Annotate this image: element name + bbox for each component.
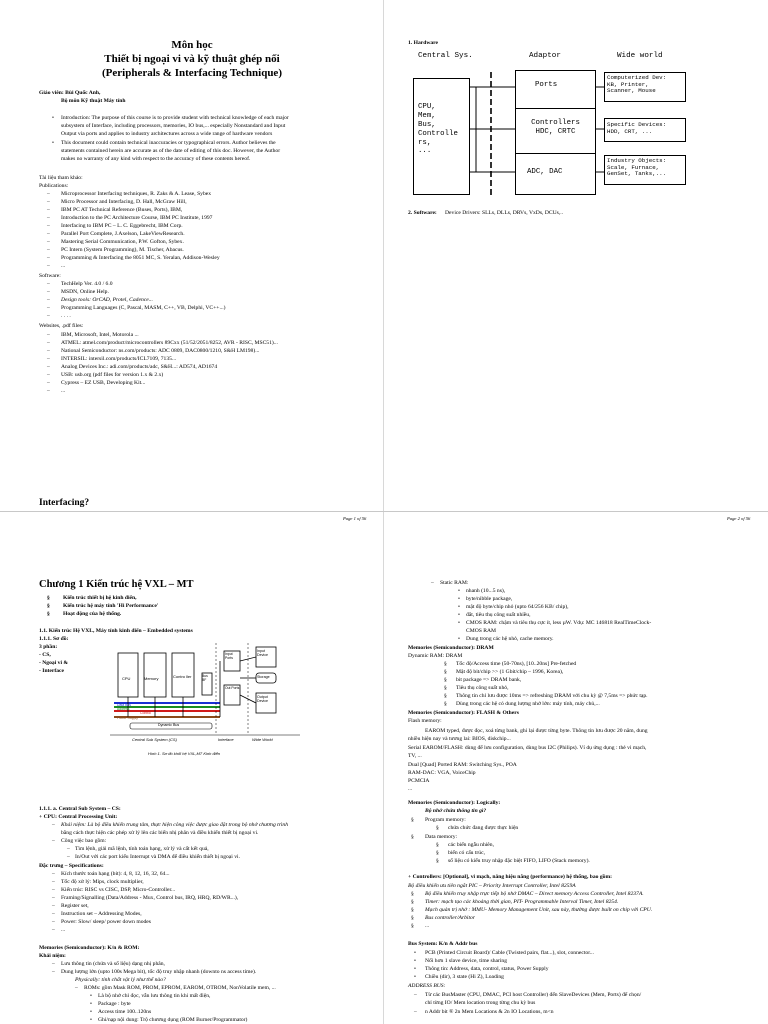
bus-item: Thông tin: Address, data, control, status, Power Supply <box>425 966 549 972</box>
flash-subheading: Flash memory: <box>408 718 442 724</box>
bus-item: Chiều (dir), 3 state (Hi Z), Loading <box>425 974 504 980</box>
sram-item: nhanh (10...5 ns), <box>466 588 506 594</box>
chapter-title: Chương 1 Kiến trúc hệ VXL – MT <box>39 579 194 590</box>
memory-item: Lưu thông tin (chứa và số liệu) dạng nhị phân, <box>61 961 165 967</box>
software-heading: Software: <box>39 273 61 279</box>
address-label: Address <box>117 707 130 711</box>
chapter-bullet: Kiến trúc thiết bị hệ kinh điển, <box>63 595 137 601</box>
spec-item: Register set, <box>61 903 89 909</box>
part-item: - Ngoại vi & <box>39 660 69 666</box>
page-3: Chương 1 Kiến trúc hệ VXL – MT § Kiến trúc thiết bị hệ kinh điển, § Kiến trúc hệ máy tính 'Hi Performance' § Hoạt động của hệ thống. 1.1. Kiến trúc Hệ VXL, Máy tính kinh điển – Embedded systems 1.1.1. Sơ đồ: 3 phần: - CS, - Ngoại vi & - Interface CPU Memory Contro ller Bus BF Input Ports Out Ports Input Device Storage Output Device Data Bus Address Control Power Supply Dynamic Bus Central Sub System (CS) Interface Wide World Hình 1. Sơ đồ khối hệ VXL,MT Kinh điển 1.1.1. a. Central Sub System – CS: + CPU: Central Processing Unit: – Khái niệm: Là bộ điều khiển trung tâm, thực hiện công việc được giao đặt trong bộ nhớ chương trình bằng cách thực hiện các phép xử lý lên các biến nhị phân và điều khiển thiết bị ngoại vi. – Công việc bao gồm: – Tìm lệnh, giải mã lệnh, tính toán hạng, xử lý và cất kết quả, – In/Out với các port kiểu Interrupt và DMA để điều khiển thiết bị ngoại vi. Đặc trưng – Specifications: – Kích thước toán hạng (bit): 4, 8, 12, 16, 32, 64... – Tốc độ xử lý: Mips, clock multiplier, – Kiến trúc: RISC vs CISC, DSP, Micro-Controller... – Framing/Signalling (Data/Address - Mux, Control bus, IRQ, HRQ, RD/WR...), – Register set, – Instruction set – Addressing Modes, – Power: Slow/ sleep/ power down modes – ... Memories (Semiconductor): K/n & ROM: Khái niệm: – Lưu thông tin (chứa và số liệu) dạng nhị phân, – Dung lượng lớn (upto 100s Mega bit), tốc độ truy nhập nhanh (downto ns access time). Physically: tính chất vật lý như thế nào? – ROMs: gồm Mask ROM, PROM, EPROM, EAROM, OTROM, NonVolatile mem, ... • Là bộ nhớ chỉ đọc, vẫn lưu thông tin khi mất điện, • Package : byte • Access time 100..120ns • Ghi/nạp nội dung: Trộ chương dụng (ROM Burner/Programmator) <box>0 512 384 1024</box>
dynamic-bus-label: Dynamic Bus <box>158 723 180 727</box>
publication-item: Parallel Port Complete, J.Axelson, LakeViewResearch. <box>61 231 185 237</box>
spec-item: Kiến trúc: RISC vs CISC, DSP, Micro-Controller... <box>61 887 176 893</box>
sram-item: CMOS RAM <box>466 628 496 634</box>
bus-item: PCB (Printed Circuit Board)/ Cable (Twisted pairs, flat...), slot, connector... <box>425 950 594 956</box>
sram-item: đắt, tiêu thụ công suất nhiều, <box>466 612 531 618</box>
publication-item: Programming & Interfacing the 8051 MC, S. Yeralan, Addison-Wesley <box>61 255 220 261</box>
controller-item: Mạch quản trị nhớ : MMU- Memory Management Unit, sau này, thường được built on chip với CPU. <box>425 907 653 913</box>
dram-heading: Memories (Semiconductor): DRAM <box>408 645 494 651</box>
software-item: Programming Languages (C, Pascal, MASM, C++, VB, Delphi, VC++...) <box>61 305 226 311</box>
hardware-heading: 1. Hardware <box>408 40 439 46</box>
cs-region-label: Central Sub System (CS) <box>132 737 177 742</box>
flash-heading: Memories (Semiconductor): FLASH & Others <box>408 710 519 716</box>
dram-item: Dùng trong các hệ có dung lượng nhớ lớn: máy tính, máy chủ,... <box>456 701 600 707</box>
intro-line: Output via ports and applies to industry architectures across a wide range of hardware vendors <box>61 131 273 137</box>
logical-item: chứa chức đang được thực hiện <box>448 825 519 831</box>
controllers-heading: + Controllers: [Optional], vi mạch, nâng hiệu năng (performance) hệ thống, bao gồm: <box>408 874 612 880</box>
column-adaptor: Adaptor <box>529 52 561 60</box>
spec-item: Framing/Signalling (Data/Address - Mux, Control bus, IRQ, HRQ, RD/WR...), <box>61 895 239 901</box>
controller-item: ... <box>425 923 430 929</box>
software-item: Design tools: OrCAD, Protel, Cadence... <box>61 297 153 303</box>
input-device-label: Input Device <box>257 649 268 658</box>
controller-item: Bộ điều khiển ưu tiên ngắt PIC – Priority Interrupt Controller, Intel 8259A <box>408 883 576 889</box>
website-item: USB: usb.org (pdf files for version 1.x & 2.x) <box>61 372 164 378</box>
address-bus-item: Từ các BusMaster (CPU, DMAC, PCI host Controller) đến SlaveDevices (Mem, Ports) để chọn/ <box>425 992 642 998</box>
chapter-bullet: Kiến trúc hệ máy tính 'Hi Performance' <box>63 603 159 609</box>
wide-world-region-label: Wide World <box>252 737 273 742</box>
websites-heading: Websites, .pdf files: <box>39 323 84 329</box>
spec-item: Tốc độ xử lý: Mips, clock multiplier, <box>61 879 144 885</box>
course-label: Môn học <box>171 39 213 51</box>
cpu-block <box>118 653 138 697</box>
software-item: TechHelp Ver. 4.0 / 6.0 <box>61 281 113 287</box>
website-item: ATMEL: atmel.com/product/microcontrollers 89Cxx (51/52/2051/8252, AVR - RISC, MSC51)... <box>61 340 278 346</box>
logical-item: Program memory: <box>425 817 466 823</box>
intro-line: This document could contain technical inaccuracies or typographical errors. Author believes the <box>61 140 276 146</box>
section-1-1: 1.1. Kiến trúc Hệ VXL, Máy tính kinh điển – Embedded systems <box>39 628 193 634</box>
memory-label: Memory <box>144 676 159 681</box>
memory-item: Physically: tính chất vật lý như thế nào? <box>75 977 166 983</box>
diagram-caption: Hình 1. Sơ đồ khối hệ VXL,MT Kinh điển <box>148 751 221 756</box>
website-item: INTERSIL: intersil.com/products/ICL7109, 7135... <box>61 356 177 362</box>
flash-item: Serial EAROM/FLASH: dùng để lưu configuration, dùng bus I2C (Philips). Ví dụ ứng dụng : thẻ vi mạch, <box>408 745 647 751</box>
sram-item: Static RAM: <box>440 580 469 586</box>
dram-item: bit package => DRAM bank, <box>456 677 522 683</box>
address-bus-item: n Addr bit ® 2n Mem Locations & 2n IO Locations, m<n <box>425 1009 554 1015</box>
footer-heading: Interfacing? <box>39 498 90 508</box>
memory-item: Dung lượng lớn (upto 100s Mega bit), tốc độ truy nhập nhanh (downto ns access time). <box>61 969 257 975</box>
software-text: Device Drivers: SLLs, DLLs, DRVs, VxDs, DCUs,.. <box>445 210 563 216</box>
flash-item: TV, ... <box>408 753 422 759</box>
website-item: Cypress – EZ USB, Developing Kit... <box>61 380 146 386</box>
publication-item: Introduction to the PC Architecture Course, IBM PC Institute, 1997 <box>61 215 213 221</box>
publication-item: Micro Processor and Interfacing, D. Hall, McGraw Hill, <box>61 199 187 205</box>
cpu-line: Công việc bao gồm: <box>61 838 107 844</box>
cpu-line: bằng cách thực hiện các phép xử lý lên các biến nhị phân và điều khiển thiết bị ngoại vi. <box>61 830 259 836</box>
bullet: • <box>52 115 54 121</box>
memory-item: Package : byte <box>98 1001 131 1007</box>
sram-item: mật độ byte/chip nhỏ (upto 64/256 KB/ chip), <box>466 604 569 610</box>
publication-item: IBM PC AT Technical Reference (Buses, Ports), IBM, <box>61 207 183 213</box>
cpu-line: Khái niệm: Là bộ điều khiển trung tâm, thực hiện công việc được giao đặt trong bộ nhớ chương trình <box>61 822 289 828</box>
author-name: Giáo viên: Bùi Quốc Anh, <box>39 90 101 96</box>
sram-item: CMOS RAM: chậm và tiêu thụ cực ít, less µW. Vdụ: MC 146818 RealTimeClock- <box>466 620 652 626</box>
logical-item: biến có cấu trúc, <box>448 850 485 856</box>
logical-heading: Memories (Semiconductor): Logically: <box>408 800 501 806</box>
publication-item: ... <box>61 263 66 269</box>
flash-item: Dual [Quad] Ported RAM: Switching Sys., POA <box>408 762 517 768</box>
control-label: Control <box>140 711 151 715</box>
input-ports-label: Input Ports <box>225 652 233 660</box>
controller-item: Timer: mạch tạo các khoảng thời gian, PIT- Programmable Interval Timer, Intel 8254. <box>425 899 619 905</box>
dram-subheading: Dynamic RAM: DRAM <box>408 653 463 659</box>
bus-bf-label: Bus BF <box>202 674 208 682</box>
interface-region-label: Interface <box>218 737 234 742</box>
bus-heading: Bus System: K/n & Addr bus <box>408 941 478 947</box>
page-number: Page 1 of 56 <box>343 516 367 521</box>
dram-item: Mật độ bit/chip >> (1 Gbit/chip – 1996, Korea), <box>456 669 564 675</box>
data-bus-label: Data Bus <box>117 703 131 707</box>
intro-line: statements contained herein are accurate as of the date of editing of this doc. However, the Author <box>61 148 281 154</box>
output-ports-label: Out Ports <box>225 686 240 690</box>
page-number: Page 2 of 56 <box>727 516 751 521</box>
controllers-label: Controllers HDC, CRTC <box>531 119 580 136</box>
cpu-line: In/Out với các port kiểu Interrupt và DMA để điều khiển thiết bị ngoại vi. <box>75 854 240 860</box>
website-item: National Semiconductor: ns.com/products: ADC 0809, DAC0800/1210, S&H LM198)... <box>61 348 260 354</box>
page-4: – Static RAM: • nhanh (10...5 ns), • byte/nibble package, • mật độ byte/chip nhỏ (upto 64/256 KB/ chip), • đắt, tiêu thụ công suất nhiều, • CMOS RAM: chậm và tiêu thụ cực ít, less µW. Vdụ: MC 146818 RealTimeClock- CMOS RAM • Dung trong các hệ nhỏ, cache memory. Memories (Semiconductor): DRAM Dynamic RAM: DRAM § Tốc độ/Access time (50-70ns), [10..20ns] Pre-fetched § Mật độ bit/chip >> (1 Gbit/chip – 1996, Korea), § bit package => DRAM bank, § Tiêu thụ công suất nhỏ, § Thông tin chỉ lưu được 10ms => refreshing DRAM với chu kỳ @ 7,5ms => phức tạp. § Dùng trong các hệ có dung lượng nhớ lớn: máy tính, máy chủ,... Memories (Semiconductor): FLASH & Others Flash memory: EAROM typed, được đọc, xoá từng bank, ghi lại được từng byte. Thông tin lưu được 20 năm, dung nhiều hiện nay và tương lai: BIOS, diskchip... Serial EAROM/FLASH: dùng để lưu configuration, dùng bus I2C (Philips). Ví dụ ứng dụng : thẻ vi mạch, TV, ... Dual [Quad] Ported RAM: Switching Sys., POA RAM-DAC: VGA, VoiceChip PCMCIA ... Memories (Semiconductor): Logically: Bộ nhớ chứa thông tin gì? § Program memory: § chứa chức đang được thực hiện § Data memory: § các biến ngẫu nhiên, § biến có cấu trúc, § số liệu có kiểu truy nhập đặc biệt FIFO, LIFO (Stack memory). + Controllers: [Optional], vi mạch, nâng hiệu năng (performance) hệ thống, bao gồm: Bộ điều khiển ưu tiên ngắt PIC – Priority Interrupt Controller, Intel 8259A § Bộ điều khiển truy nhập trực tiếp bộ nhớ DMAC – Direct memory Access Controller, Intel 8237A. § Timer: mạch tạo các khoảng thời gian, PIT- Programmable Interval Timer, Intel 8254. § Mạch quản trị nhớ : MMU- Memory Management Unit, sau này, thường được built on chip với CPU. § Bus controller/Arbitor § ... Bus System: K/n & Addr bus • PCB (Printed Circuit Board)/ Cable (Twisted pairs, flat...), slot, connector... • Nối hơn 1 slave device, time sharing • Thông tin: Address, data, control, status, Power Supply • Chiều (dir), 3 state (Hi Z), Loading ADDRESS BUS: – Từ các BusMaster (CPU, DMAC, PCI host Controller) đến SlaveDevices (Mem, Ports) để chọn/ chỉ từng IO/ Mem location trong từng chu kỳ bus – n Addr bit ® 2n Mem Locations & 2n IO Locations, m<n <box>408 580 653 1015</box>
memory-concept-heading: Khái niệm: <box>39 953 66 959</box>
storage-label: Storage <box>257 675 270 679</box>
central-system-label: CPU, Mem, Bus, Controlle rs, ... <box>418 103 458 156</box>
cpu-label: CPU <box>122 676 131 681</box>
controller-label: Contro ller <box>173 674 192 679</box>
publication-item: PC Intern (System Programming), M. Tischer, Abacus. <box>61 247 184 253</box>
bullet: • <box>52 140 54 146</box>
spec-item: ... <box>61 927 66 933</box>
memory-item: Access time 100..120ns <box>98 1009 152 1015</box>
chapter-bullet: Hoạt động của hệ thống. <box>63 611 122 617</box>
software-item: MSDN, Online Help. <box>61 289 109 295</box>
output-device-label: Output Device <box>257 695 268 704</box>
flash-item: PCMCIA <box>408 778 430 784</box>
part-item: - CS, <box>39 652 51 658</box>
spec-item: Kích thước toán hạng (bit): 4, 8, 12, 16, 32, 64... <box>61 871 170 877</box>
address-bus-item: chỉ từng IO/ Mem location trong từng chu kỳ bus <box>425 1000 536 1006</box>
ports-label: Ports <box>535 81 558 89</box>
publication-item: Microprocessor Interfacing techniques, R. Zaks & A. Lease, Sybex <box>61 191 212 197</box>
bus-item: Nối hơn 1 slave device, time sharing <box>425 958 508 964</box>
controller-item: Bus controller/Arbitor <box>425 915 475 921</box>
dram-item: Tiêu thụ công suất nhỏ, <box>456 685 509 691</box>
sram-item: Dung trong các hệ nhỏ, cache memory. <box>466 636 554 642</box>
flash-item: RAM-DAC: VGA, VoiceChip <box>408 770 476 776</box>
logical-item: các biến ngẫu nhiên, <box>448 842 494 848</box>
memory-block <box>144 653 166 697</box>
address-bus-heading: ADDRESS BUS: <box>408 983 446 989</box>
part-item: - Interface <box>39 668 65 674</box>
software-item: . . . . <box>61 313 71 319</box>
central-subsystem-heading: 1.1.1. a. Central Sub System – CS: <box>39 806 121 812</box>
flash-item: EAROM typed, được đọc, xoá từng bank, ghi lại được từng byte. Thông tin lưu được 20 năm, dung <box>425 728 648 734</box>
flash-item: nhiều hiện nay và tương lai: BIOS, diskchip... <box>408 736 511 742</box>
course-title: Thiết bị ngoại vi và kỹ thuật ghép nối <box>104 53 280 65</box>
website-item: ... <box>61 388 66 394</box>
page-2 <box>384 0 768 521</box>
logical-item: số liệu có kiểu truy nhập đặc biệt FIFO, LIFO (Stack memory). <box>448 858 590 864</box>
spec-heading: Đặc trưng – Specifications: <box>39 863 104 869</box>
column-wide-world: Wide world <box>617 52 663 60</box>
publication-item: Interfacing to IBM PC – L. C. Eggebrecht, IBM Corp. <box>61 223 183 229</box>
refs-heading: Tài liệu tham khảo: <box>39 175 83 181</box>
intro-line: Introduction: The purpose of this course is to provide student with technical knowledge of each major <box>61 115 289 121</box>
logical-item: Data memory: <box>425 834 458 840</box>
memory-item: ROMs: gồm Mask ROM, PROM, EPROM, EAROM, OTROM, NonVolatile mem, ... <box>84 985 276 991</box>
logical-subheading: Bộ nhớ chứa thông tin gì? <box>425 808 487 814</box>
intro-line: makes no warranty of any kind with respect to the accuracy of these contents hereof. <box>61 156 251 162</box>
memory-item: Ghi/nạp nội dung: Trộ chương dụng (ROM Burner/Programmator) <box>98 1017 248 1023</box>
specific-devices-label: Specific Devices: HDD, CRT, ... <box>607 121 667 135</box>
adc-dac-label: ADC, DAC <box>527 168 563 176</box>
memory-item: Là bộ nhớ chỉ đọc, vẫn lưu thông tin khi mất điện, <box>98 993 211 999</box>
website-item: Analog Devices Inc.: adi.com/products/adc, S&H...: AD574, AD1674 <box>61 364 218 370</box>
spec-item: Instruction set – Addressing Modes, <box>61 911 142 917</box>
cpu-heading: + CPU: Central Processing Unit: <box>39 814 118 820</box>
sram-item: byte/nibble package, <box>466 596 513 602</box>
spec-item: Power: Slow/ sleep/ power down modes <box>61 919 151 925</box>
pubs-heading: Publications: <box>39 183 69 189</box>
flash-item: ... <box>408 786 413 792</box>
software-heading: 2. Software: <box>408 210 437 216</box>
parts-heading: 3 phần: <box>39 644 58 650</box>
dram-item: Thông tin chỉ lưu được 10ms => refreshing DRAM với chu kỳ @ 7,5ms => phức tạp. <box>456 693 648 699</box>
column-central: Central Sys. <box>418 52 473 60</box>
power-label: Power Supply <box>117 716 138 720</box>
course-subtitle: (Peripherals & Interfacing Technique) <box>102 67 282 79</box>
intro-line: subsystem of Interface, including processors, memories, IO bus,... especially Nonstandard and Input <box>61 123 286 129</box>
computerized-devices-label: Computerized Dev: KB, Printer, Scanner, Mouse <box>607 74 667 95</box>
industry-objects-label: Industry Objects: Scale, Furnace, GenSet, Tanks,... <box>607 157 667 178</box>
controller-item: Bộ điều khiển truy nhập trực tiếp bộ nhớ DMAC – Direct memory Access Controller, Intel 8237A. <box>425 891 644 897</box>
publication-item: Mastering Serial Communication, P.W. Gofton, Sybex. <box>61 239 184 245</box>
website-item: IBM, Microsoft, Intel, Motorola ... <box>61 332 139 338</box>
page-1: Môn học Thiết bị ngoại vi và kỹ thuật ghép nối (Peripherals & Interfacing Technique) Giáo viên: Bùi Quốc Anh, Bộ môn Kỹ thuật Máy tính • Introduction: The purpose of this course is to provide student with technical knowledge of each major subsystem of Interface, including processors, memories, IO bus,... especially Nonstandard and Input Output via ports and applies to industry architectures across a wide range of hardware vendors • This document could contain technical inaccuracies or typographical errors. Author believes the statements contained herein are accurate as of the date of editing of this doc. However, the Author makes no warranty of any kind with respect to the accuracy of these contents hereof. Tài liệu tham khảo: Publications: – Microprocessor Interfacing techniques, R. Zaks & A. Lease, Sybex – Micro Processor and Interfacing, D. Hall, McGraw Hill, – IBM PC AT Technical Reference (Buses, Ports), IBM, – Introduction to the PC Architecture Course, IBM PC Institute, 1997 – Interfacing to IBM PC – L. C. Eggebrecht, IBM Corp. – Parallel Port Complete, J.Axelson, LakeViewResearch. – Mastering Serial Communication, P.W. Gofton, Sybex. – PC Intern (System Programming), M. Tischer, Abacus. – Programming & Interfacing the 8051 MC, S. Yeralan, Addison-Wesley – ... Software: – TechHelp Ver. 4.0 / 6.0 – MSDN, Online Help. – Design tools: OrCAD, Protel, Cadence... – Programming Languages (C, Pascal, MASM, C++, VB, Delphi, VC++...) – . . . . Websites, .pdf files: – IBM, Microsoft, Intel, Motorola ... – ATMEL: atmel.com/product/microcontrollers 89Cxx (51/52/2051/8252, AVR - RISC, MSC51)... – National Semiconductor: ns.com/products: ADC 0809, DAC0800/1210, S&H LM198)... – INTERSIL: intersil.com/products/ICL7109, 7135... – Analog Devices Inc.: adi.com/products/adc, S&H...: AD574, AD1674 – USB: usb.org (pdf files for version 1.x & 2.x) – Cypress – EZ USB, Developing Kit... – ... Interfacing? Page 1 of 56 <box>0 0 384 512</box>
author-dept: Bộ môn Kỹ thuật Máy tính <box>61 98 126 104</box>
section-1-1-1: 1.1.1. Sơ đồ: <box>39 636 69 642</box>
memory-rom-heading: Memories (Semiconductor): K/n & ROM: <box>39 945 140 951</box>
dram-item: Tốc độ/Access time (50-70ns), [10..20ns] Pre-fetched <box>456 661 577 667</box>
cpu-line: Tìm lệnh, giải mã lệnh, tính toán hạng, xử lý và cất kết quả, <box>75 846 209 852</box>
